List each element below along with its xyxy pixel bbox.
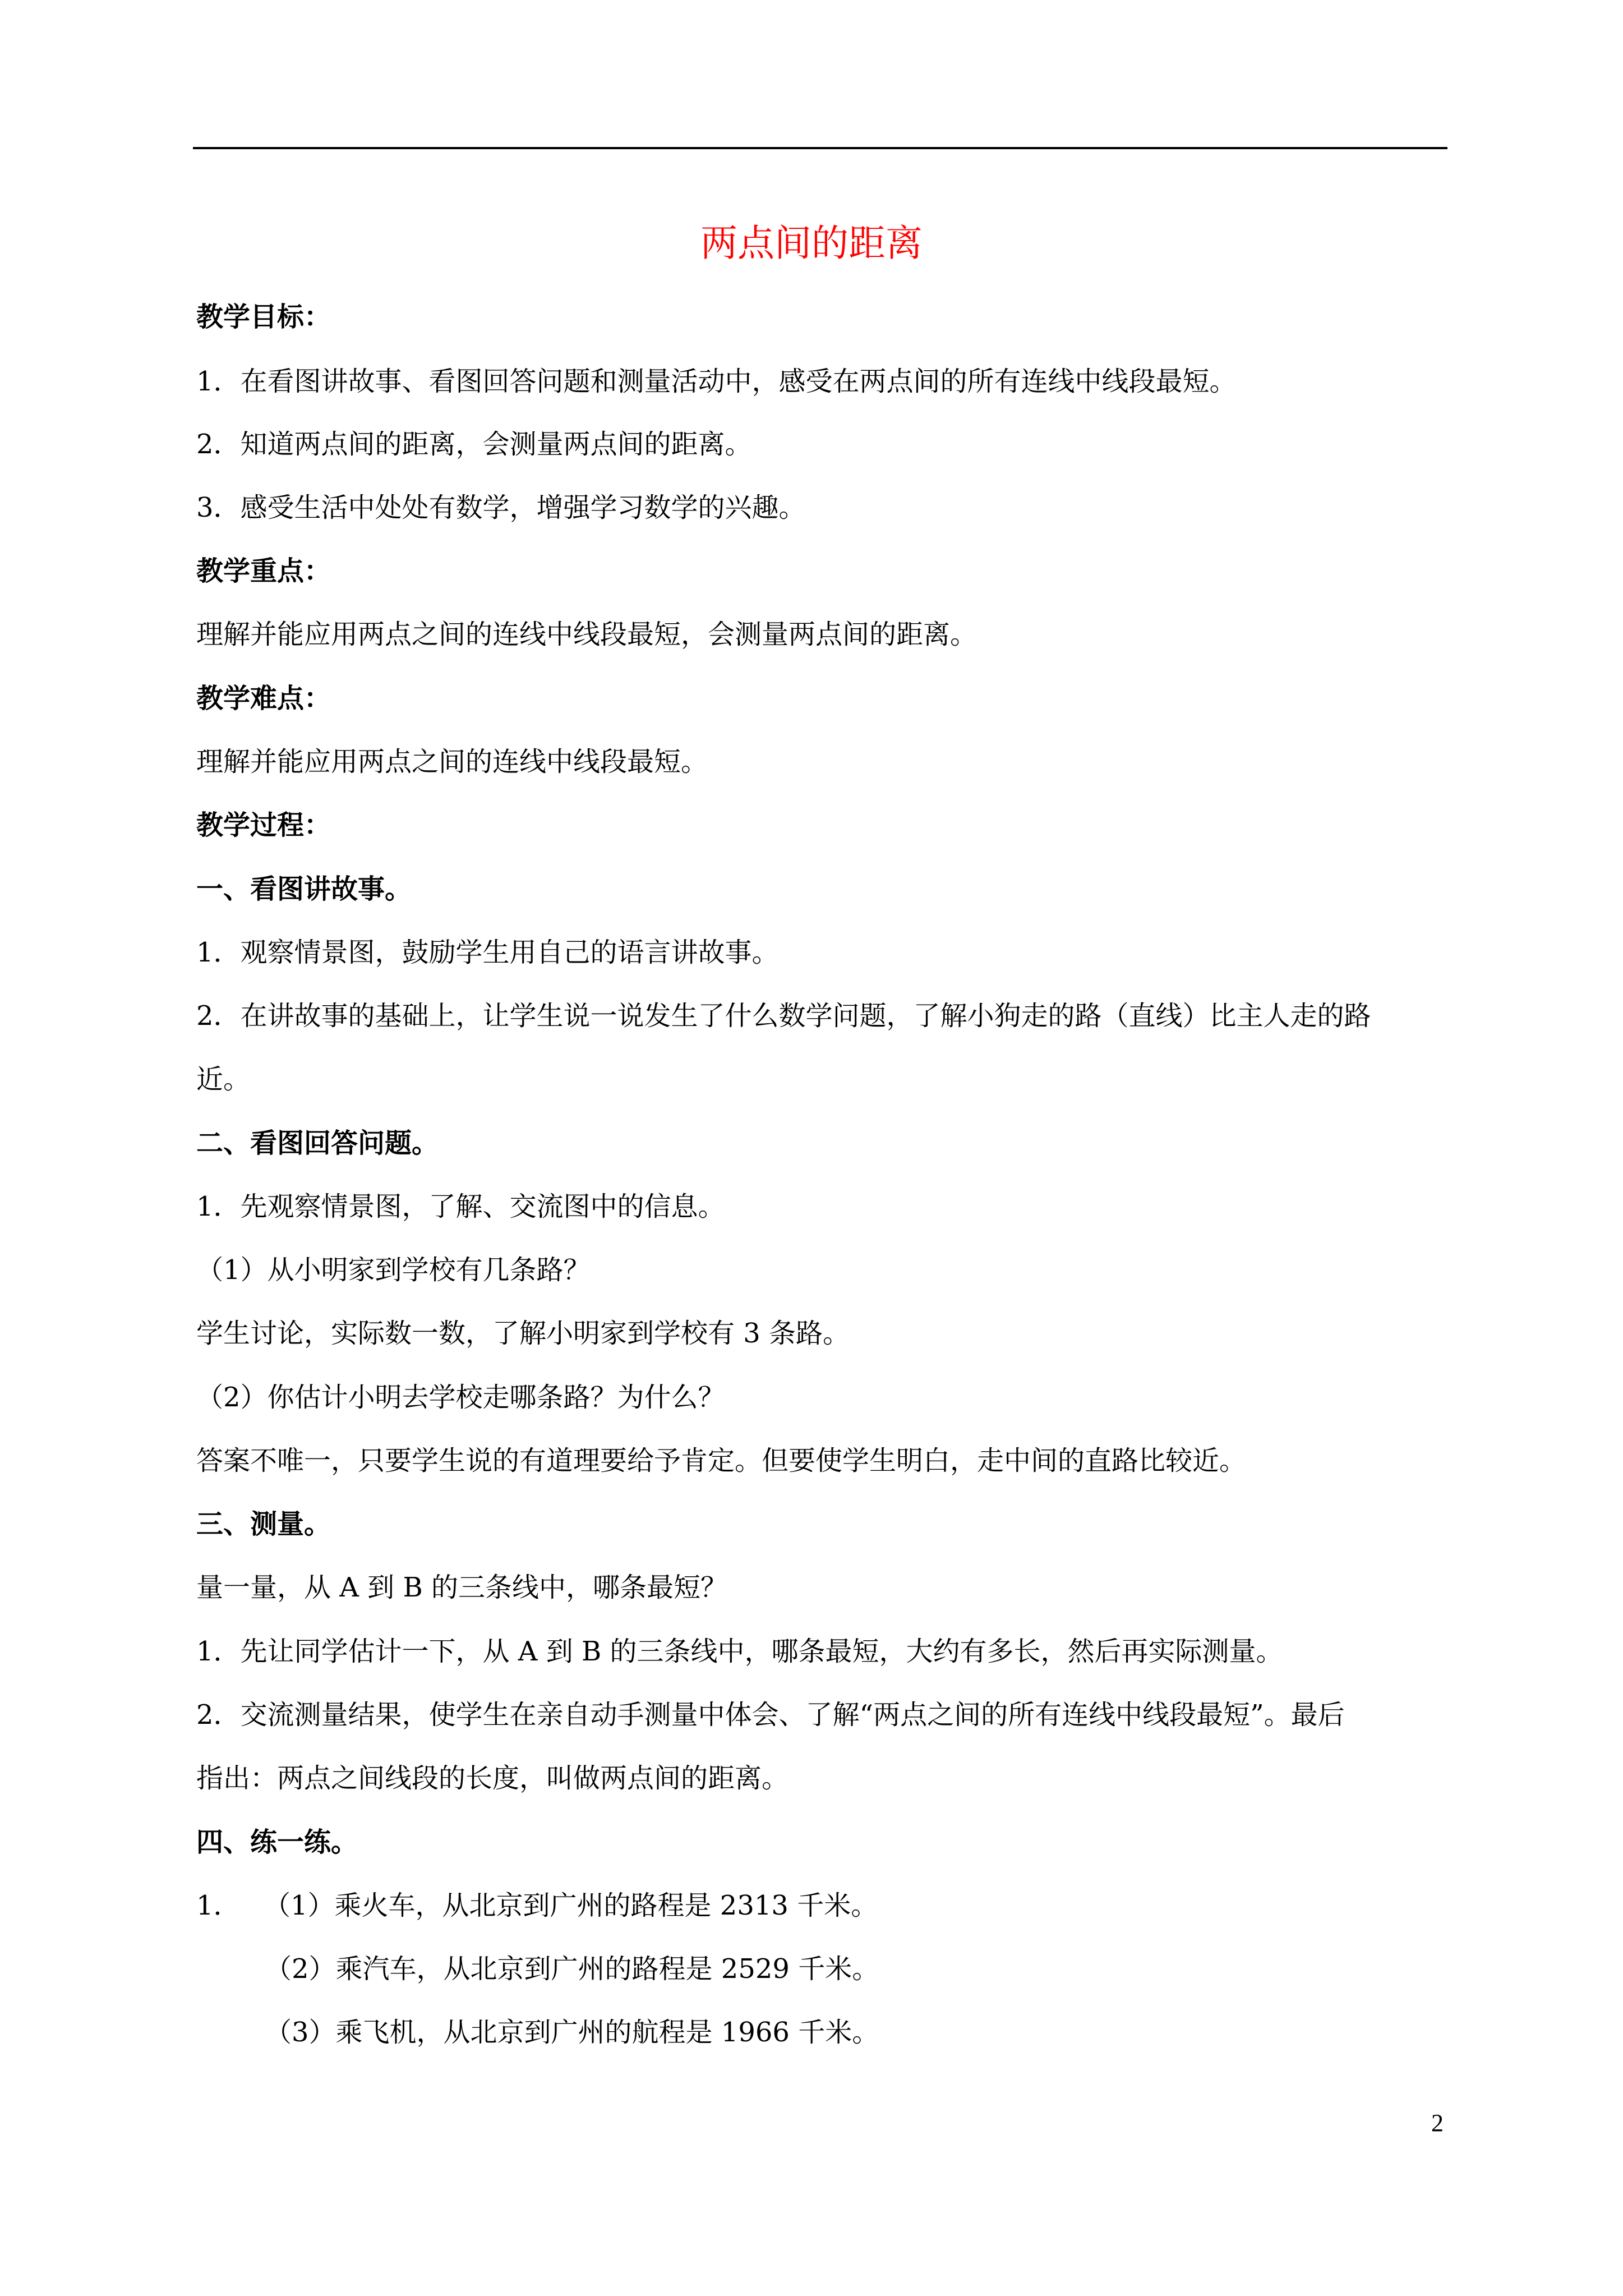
paragraph: 2．交流测量结果，使学生在亲自动手测量中体会、了解“两点之间的所有连线中线段最短”。最后 bbox=[196, 1699, 1345, 1731]
heading-objectives: 教学目标： bbox=[196, 301, 331, 333]
paragraph: （2）你估计小明去学校走哪条路？为什么？ bbox=[196, 1382, 725, 1413]
document-title: 两点间的距离 bbox=[700, 222, 923, 265]
paragraph: 1．先观察情景图，了解、交流图中的信息。 bbox=[196, 1191, 725, 1222]
exercise-item: （2）乘汽车，从北京到广州的路程是 2529 千米。 bbox=[265, 1953, 879, 1985]
section-heading-1: 一、看图讲故事。 bbox=[196, 873, 412, 905]
exercise-item bbox=[196, 1883, 1447, 1928]
paragraph: 学生讨论，实际数一数，了解小明家到学校有 3 条路。 bbox=[196, 1318, 850, 1349]
exercise-number: 1． bbox=[196, 1890, 241, 1921]
paragraph: 1．观察情景图，鼓励学生用自己的语言讲故事。 bbox=[196, 937, 779, 968]
paragraph: 2．知道两点间的距离，会测量两点间的距离。 bbox=[196, 429, 752, 460]
paragraph: 1．先让同学估计一下，从 A 到 B 的三条线中，哪条最短，大约有多长，然后再实际测量。 bbox=[196, 1636, 1283, 1667]
heading-process: 教学过程： bbox=[196, 809, 331, 841]
paragraph: 量一量，从 A 到 B 的三条线中，哪条最短？ bbox=[196, 1572, 727, 1603]
paragraph: 指出：两点之间线段的长度，叫做两点间的距离。 bbox=[196, 1763, 789, 1794]
paragraph: 3．感受生活中处处有数学，增强学习数学的兴趣。 bbox=[196, 492, 806, 523]
section-heading-2: 二、看图回答问题。 bbox=[196, 1128, 439, 1159]
paragraph: 2．在讲故事的基础上，让学生说一说发生了什么数学问题，了解小狗走的路（直线）比主人走的路 bbox=[196, 1000, 1371, 1032]
header-rule bbox=[193, 147, 1447, 149]
heading-key-points: 教学重点： bbox=[196, 555, 331, 587]
paragraph: 理解并能应用两点之间的连线中线段最短。 bbox=[196, 746, 708, 777]
exercise-item: （3）乘飞机，从北京到广州的航程是 1966 千米。 bbox=[265, 2017, 879, 2048]
paragraph: 1．在看图讲故事、看图回答问题和测量活动中，感受在两点间的所有连线中线段最短。 bbox=[196, 366, 1237, 397]
exercise-text: （1）乘火车，从北京到广州的路程是 2313 千米。 bbox=[264, 1890, 878, 1921]
section-heading-3: 三、测量。 bbox=[196, 1508, 331, 1540]
paragraph: （1）从小明家到学校有几条路？ bbox=[196, 1254, 591, 1286]
heading-difficulties: 教学难点： bbox=[196, 683, 331, 714]
page-number: 2 bbox=[1431, 2109, 1444, 2137]
paragraph: 近。 bbox=[196, 1064, 251, 1095]
paragraph: 答案不唯一，只要学生说的有道理要给予肯定。但要使学生明白，走中间的直路比较近。 bbox=[196, 1445, 1247, 1476]
paragraph: 理解并能应用两点之间的连线中线段最短，会测量两点间的距离。 bbox=[196, 619, 978, 650]
section-heading-4: 四、练一练。 bbox=[196, 1826, 358, 1858]
